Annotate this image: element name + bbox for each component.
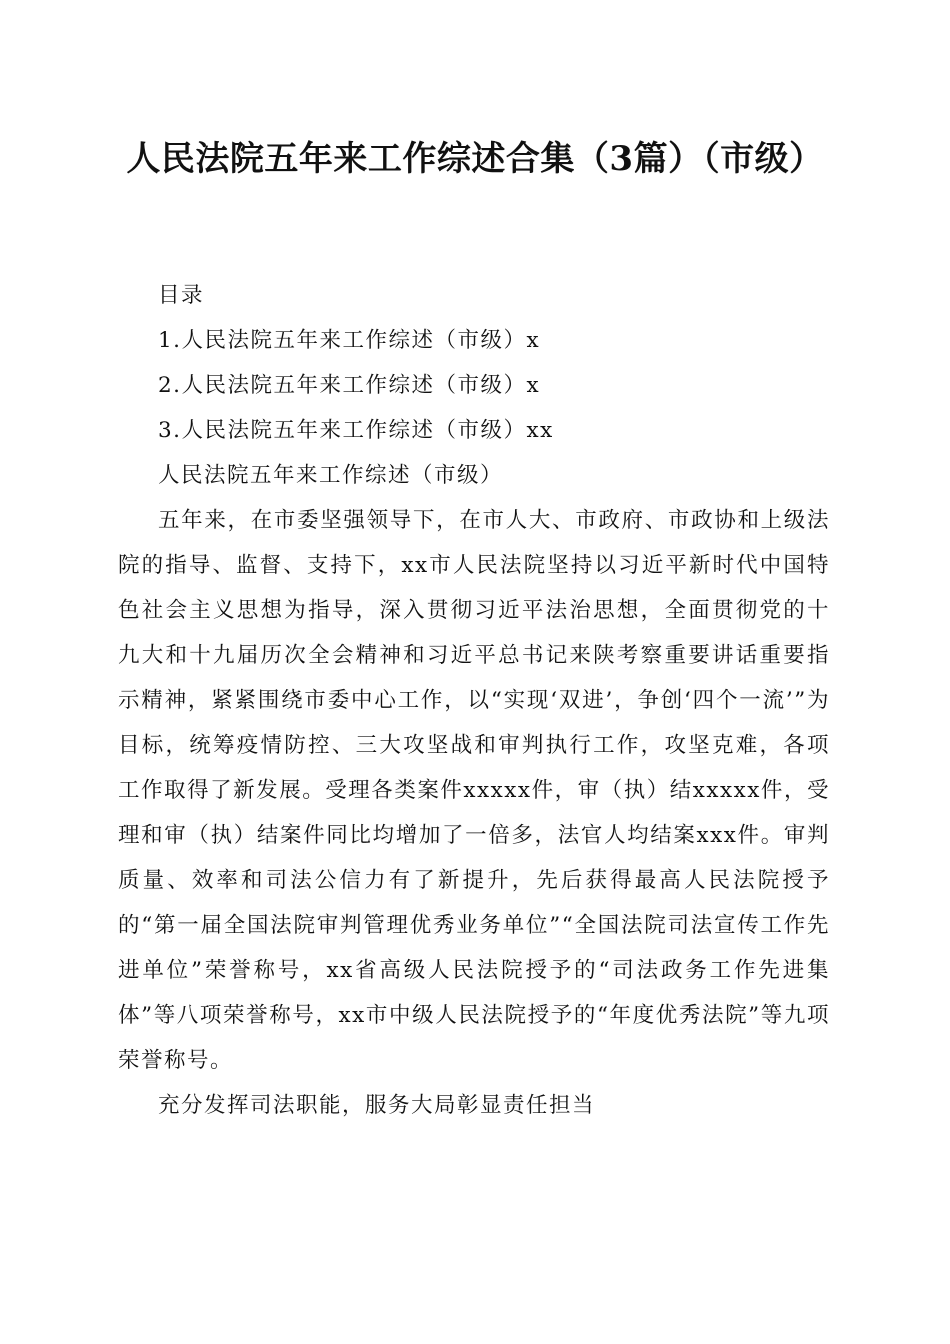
document-title: 人民法院五年来工作综述合集（3篇）（市级） — [126, 139, 824, 179]
toc-item: 1.人民法院五年来工作综述（市级）x — [158, 328, 541, 353]
toc-heading: 目录 — [158, 283, 205, 308]
section-heading: 充分发挥司法职能，服务大局彰显责任担当 — [158, 1093, 596, 1118]
toc-item: 2.人民法院五年来工作综述（市级）x — [158, 373, 541, 398]
article-paragraph: 五年来，在市委坚强领导下，在市人大、市政府、市政协和上级法院的指导、监督、支持下，xx市人民法院坚持以习近平新时代中国特色社会主义思想为指导，深入贯彻习近平法治思想，全面贯彻党的十九大和十九届历次全会精神和习近平总书记来陕考察重要讲话重要指示精神，紧紧围绕市委中心工作，以“实现‘双进’，争创‘四个一流’”为目标，统筹疫情防控、三大攻坚战和审判执行工作，攻坚克难，各项工作取得了新发展。受理各类案件xxxxx件，审（执）结xxxxx件，受理和审（执）结案件同比均增加了一倍多，法官人均结案xxx件。审判质量、效率和司法公信力有了新提升，先后获得最高人民法院授予的“第一届全国法院审判管理优秀业务单位”“全国法院司法宣传工作先进单位”荣誉称号，xx省高级人民法院授予的“司法政务工作先进集体”等八项荣誉称号，xx市中级人民法院授予的“年度优秀法院”等九项荣誉称号。 — [118, 508, 830, 1073]
toc-item: 3.人民法院五年来工作综述（市级）xx — [158, 418, 554, 443]
article-heading: 人民法院五年来工作综述（市级） — [158, 463, 504, 488]
document-body — [118, 273, 830, 1128]
